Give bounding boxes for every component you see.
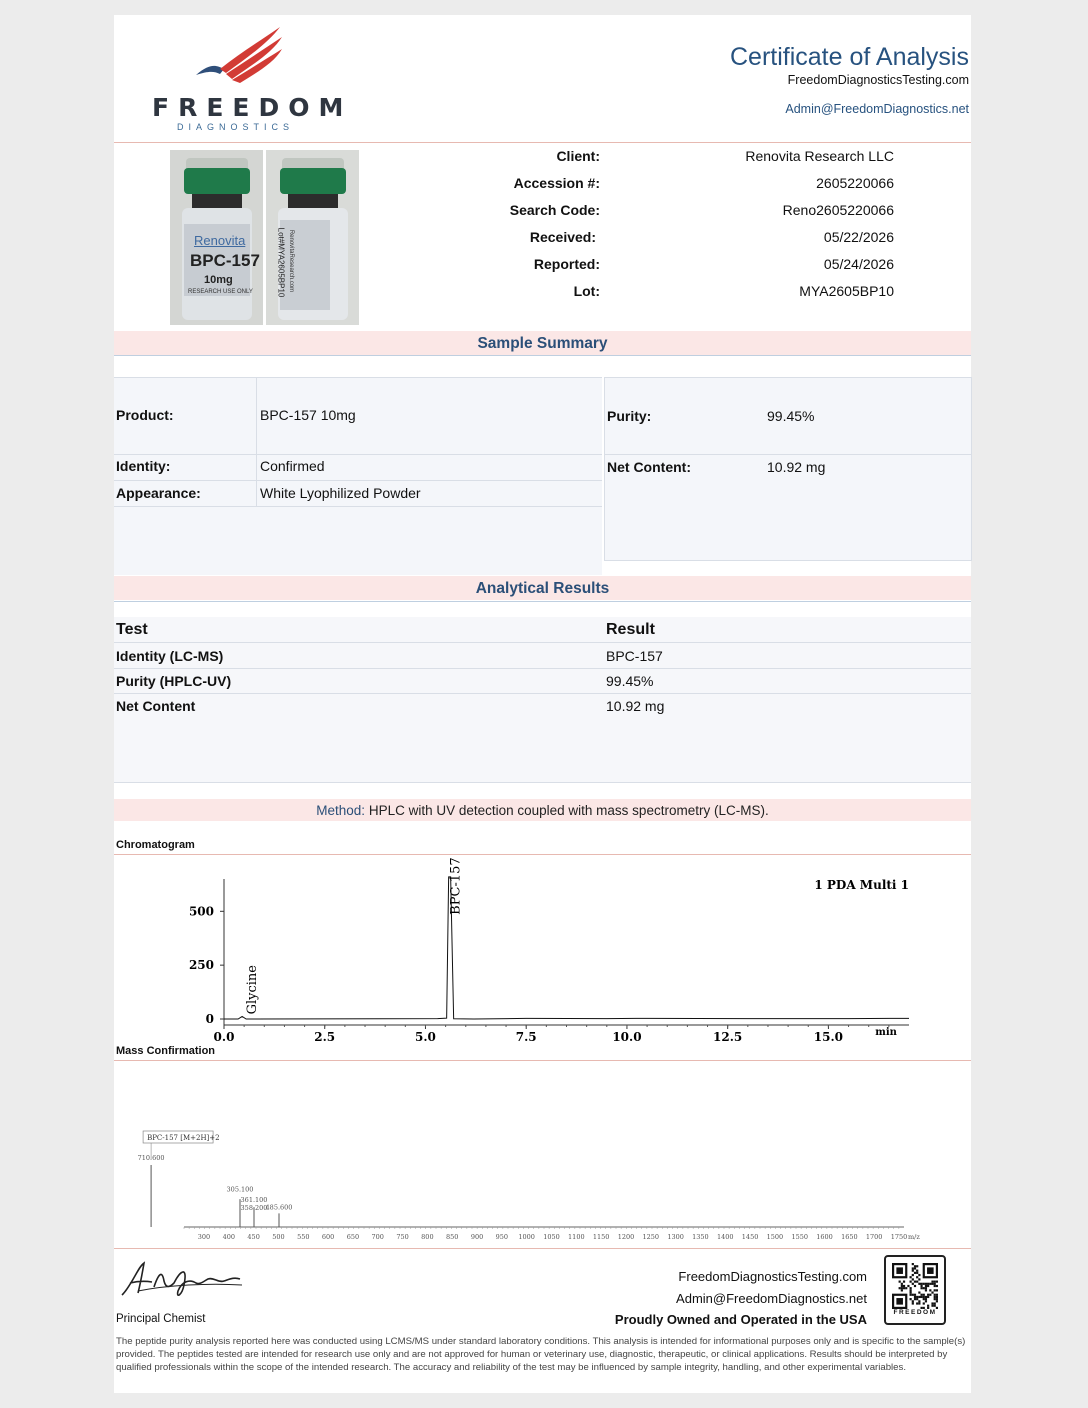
x-tick-label: 10.0 xyxy=(612,1030,642,1044)
qr-module xyxy=(936,1294,938,1296)
qr-module xyxy=(927,1294,929,1296)
qr-module xyxy=(920,1285,922,1287)
qr-module xyxy=(931,1305,933,1307)
net-content-label: Net Content: xyxy=(607,459,691,475)
qr-finder xyxy=(927,1267,934,1274)
x-tick-label: 800 xyxy=(421,1233,434,1241)
qr-module xyxy=(936,1285,938,1287)
info-value: Renovita Research LLC xyxy=(745,148,894,164)
qr-module xyxy=(929,1294,931,1296)
mass-annotation: BPC-157 [M+2H]+2 xyxy=(147,1134,220,1142)
results-col-test: Test xyxy=(116,621,148,638)
qr-module xyxy=(912,1270,914,1272)
x-tick-label: 700 xyxy=(371,1233,384,1241)
x-tick-label: 750 xyxy=(396,1233,409,1241)
x-tick-label: 1350 xyxy=(692,1233,709,1241)
qr-module xyxy=(931,1291,933,1293)
qr-module xyxy=(918,1296,920,1298)
results-row-result: 10.92 mg xyxy=(606,698,665,714)
qr-module xyxy=(899,1287,901,1289)
summary-divider xyxy=(114,355,971,356)
qr-module xyxy=(901,1289,903,1291)
qr-module xyxy=(920,1283,922,1285)
qr-module xyxy=(912,1283,914,1285)
qr-module xyxy=(912,1263,914,1265)
qr-module xyxy=(920,1287,922,1289)
x-tick-label: 1100 xyxy=(568,1233,585,1241)
sample-summary-heading: Sample Summary xyxy=(114,331,971,355)
qr-module xyxy=(910,1291,912,1293)
document-title: Certificate of Analysis xyxy=(730,43,969,71)
header-divider xyxy=(114,142,971,143)
vial-product: BPC-157 xyxy=(190,251,260,270)
info-label: Reported: xyxy=(533,256,600,272)
x-tick-label: 0.0 xyxy=(213,1030,235,1044)
summary-right-panel xyxy=(604,377,972,561)
x-tick-label: 1450 xyxy=(741,1233,759,1241)
qr-module xyxy=(916,1298,918,1300)
qr-module xyxy=(918,1278,920,1280)
qr-module xyxy=(929,1289,931,1291)
x-tick-label: 850 xyxy=(446,1233,459,1241)
certificate-sheet xyxy=(114,15,971,1393)
qr-module xyxy=(936,1289,938,1291)
info-value: 05/22/2026 xyxy=(823,229,894,245)
qr-module xyxy=(910,1276,912,1278)
signatory-role: Principal Chemist xyxy=(116,1313,206,1325)
qr-module xyxy=(916,1265,918,1267)
qr-module xyxy=(927,1305,929,1307)
x-tick-label: 400 xyxy=(222,1233,236,1241)
chromatogram-trace xyxy=(224,877,909,1019)
x-axis-label: min xyxy=(875,1027,897,1038)
qr-module xyxy=(910,1294,912,1296)
flag-wing-icon xyxy=(150,25,320,87)
results-divider xyxy=(114,601,971,602)
qr-module xyxy=(916,1296,918,1298)
x-tick-label: 550 xyxy=(297,1233,310,1241)
qr-module xyxy=(923,1302,925,1304)
qr-module xyxy=(918,1274,920,1276)
qr-module xyxy=(914,1272,916,1274)
qr-module xyxy=(925,1298,927,1300)
header-email[interactable]: Admin@FreedomDiagnostics.net xyxy=(785,102,969,116)
y-tick-label: 0 xyxy=(205,1012,214,1026)
qr-finder xyxy=(896,1267,903,1274)
info-label: Client: xyxy=(556,148,600,164)
qr-module xyxy=(927,1285,929,1287)
qr-module xyxy=(931,1283,933,1285)
info-row-received xyxy=(434,229,904,256)
signature-text xyxy=(118,1289,124,1290)
product-value: BPC-157 10mg xyxy=(260,407,356,423)
mass-peak-label: 358.200 xyxy=(240,1203,268,1212)
x-tick-label: 1150 xyxy=(592,1233,610,1241)
x-tick-label: 1300 xyxy=(667,1233,684,1241)
identity-label: Identity: xyxy=(116,458,171,474)
x-tick-label: 450 xyxy=(247,1233,260,1241)
summary-left-panel xyxy=(114,377,602,575)
qr-module xyxy=(934,1281,936,1283)
qr-module xyxy=(901,1283,903,1285)
qr-module xyxy=(936,1296,938,1298)
mass-peak-label: 361.100 xyxy=(240,1195,268,1204)
qr-module xyxy=(912,1278,914,1280)
header-website: FreedomDiagnosticsTesting.com xyxy=(787,73,969,87)
qr-module xyxy=(931,1302,933,1304)
qr-module xyxy=(916,1302,918,1304)
qr-module xyxy=(934,1302,936,1304)
x-tick-label: 600 xyxy=(321,1233,335,1241)
qr-module xyxy=(934,1305,936,1307)
mass-spectrum-chart xyxy=(114,1063,971,1241)
qr-module xyxy=(918,1291,920,1293)
x-tick-label: 2.5 xyxy=(314,1030,336,1044)
qr-module xyxy=(925,1289,927,1291)
qr-module xyxy=(934,1283,936,1285)
qr-module xyxy=(916,1276,918,1278)
qr-module xyxy=(927,1283,929,1285)
x-tick-label: 300 xyxy=(197,1233,211,1241)
qr-module xyxy=(925,1296,927,1298)
appearance-value: White Lyophilized Powder xyxy=(260,485,421,501)
x-axis-label: m/z xyxy=(908,1233,920,1241)
x-tick-label: 1400 xyxy=(716,1233,734,1241)
x-tick-label: 1200 xyxy=(617,1233,635,1241)
info-row-client xyxy=(434,148,904,175)
x-tick-label: 900 xyxy=(470,1233,484,1241)
chromatogram-heading: Chromatogram xyxy=(116,839,195,851)
vial-dose: 10mg xyxy=(204,274,233,286)
info-label: Search Code: xyxy=(509,202,600,218)
qr-module xyxy=(910,1287,912,1289)
qr-module xyxy=(923,1298,925,1300)
logo-subtitle: DIAGNOSTICS xyxy=(177,122,295,132)
qr-module xyxy=(912,1300,914,1302)
qr-module xyxy=(903,1281,905,1283)
qr-module xyxy=(899,1281,901,1283)
product-photo-front xyxy=(170,150,263,325)
x-tick-label: 12.5 xyxy=(713,1030,743,1044)
vial-lot-text: Lot#MYA2605BP10 xyxy=(276,227,286,298)
x-tick-label: 7.5 xyxy=(515,1030,537,1044)
qr-module xyxy=(923,1283,925,1285)
mass-peak-label: 485.600 xyxy=(265,1203,293,1212)
chromatogram-divider xyxy=(114,854,971,855)
qr-module xyxy=(910,1298,912,1300)
qr-module xyxy=(936,1298,938,1300)
qr-module xyxy=(914,1267,916,1269)
y-tick-label: 250 xyxy=(188,958,214,973)
qr-module xyxy=(936,1281,938,1283)
footer-website[interactable]: FreedomDiagnosticsTesting.com xyxy=(678,1269,867,1284)
qr-module xyxy=(923,1294,925,1296)
results-table xyxy=(114,617,971,783)
x-tick-label: 5.0 xyxy=(415,1030,436,1044)
qr-module xyxy=(918,1302,920,1304)
mass-divider xyxy=(114,1060,971,1061)
info-row-lot xyxy=(434,283,904,310)
results-row-test: Identity (LC-MS) xyxy=(116,648,224,664)
signature xyxy=(118,1255,248,1303)
purity-label: Purity: xyxy=(607,408,652,424)
qr-module xyxy=(914,1285,916,1287)
logo xyxy=(150,25,353,135)
x-tick-label: 500 xyxy=(272,1233,285,1241)
x-tick-label: 1600 xyxy=(816,1233,833,1241)
qr-module xyxy=(914,1281,916,1283)
chromatogram-chart xyxy=(114,857,971,1044)
chart-title: 1 PDA Multi 1 xyxy=(814,878,909,892)
results-row-test: Purity (HPLC-UV) xyxy=(116,673,232,689)
method-bar xyxy=(114,799,971,821)
qr-module xyxy=(912,1274,914,1276)
qr-module xyxy=(918,1300,920,1302)
x-tick-label: 1050 xyxy=(543,1233,560,1241)
purity-value: 99.45% xyxy=(767,408,815,424)
peak-label: BPC-157 xyxy=(448,857,464,915)
x-tick-label: 1550 xyxy=(791,1233,808,1241)
qr-module xyxy=(925,1283,927,1285)
qr-module xyxy=(920,1294,922,1296)
qr-module xyxy=(916,1281,918,1283)
info-row-accession xyxy=(434,175,904,202)
qr-module xyxy=(901,1287,903,1289)
qr-module xyxy=(927,1296,929,1298)
results-row-test: Net Content xyxy=(116,698,196,714)
qr-module xyxy=(914,1296,916,1298)
qr-module xyxy=(912,1294,914,1296)
x-tick-label: 1750 xyxy=(890,1233,908,1241)
method-text: HPLC with UV detection coupled with mass spectrometry (LC-MS). xyxy=(365,803,769,818)
info-label: Lot: xyxy=(573,283,600,299)
qr-module xyxy=(907,1285,909,1287)
qr-module xyxy=(914,1265,916,1267)
footer-divider xyxy=(114,1248,971,1249)
page xyxy=(98,0,990,1408)
info-row-search-code xyxy=(434,202,904,229)
qr-module xyxy=(923,1287,925,1289)
qr-module xyxy=(910,1281,912,1283)
x-tick-label: 15.0 xyxy=(813,1030,844,1044)
y-tick-label: 500 xyxy=(188,904,214,919)
vial-note: RESEARCH USE ONLY xyxy=(188,289,253,295)
qr-module xyxy=(912,1302,914,1304)
info-value: Reno2605220066 xyxy=(782,202,894,218)
qr-module xyxy=(912,1267,914,1269)
product-photo-side xyxy=(266,150,359,325)
info-value: MYA2605BP10 xyxy=(799,283,894,299)
x-tick-label: 1250 xyxy=(642,1233,660,1241)
qr-module xyxy=(925,1300,927,1302)
analytical-results-heading: Analytical Results xyxy=(114,576,971,600)
vial-brand: Renovita xyxy=(194,233,246,248)
qr-module xyxy=(929,1283,931,1285)
qr-module xyxy=(925,1285,927,1287)
vial-site-text: RenovitaResearch.com xyxy=(288,229,295,293)
logo-wordmark: FREEDOM xyxy=(152,93,353,122)
info-row-reported xyxy=(434,256,904,283)
qr-module xyxy=(920,1296,922,1298)
appearance-label: Appearance: xyxy=(116,485,201,501)
results-row-result: BPC-157 xyxy=(606,648,663,664)
x-tick-label: 650 xyxy=(346,1233,360,1241)
disclaimer: The peptide purity analysis reported here was conducted using LCMS/MS under standard laboratory conditions. This analysis is intended for informational purposes only and is specific to the sample(s) provided. The peptides tested are intended for research use only and are not approved for human or veterinary use, diagnostic, therapeutic, or clinical applications. Results should be interpreted by qualified professionals within the scope of the intended research. The accuracy and reliability of the test may be influenced by sample integrity, handling, and other experimental variables. xyxy=(116,1336,966,1373)
info-value: 05/24/2026 xyxy=(823,256,894,272)
qr-code xyxy=(884,1255,946,1325)
qr-module xyxy=(923,1296,925,1298)
product-label: Product: xyxy=(116,407,174,423)
qr-module xyxy=(914,1298,916,1300)
net-content-value: 10.92 mg xyxy=(767,459,826,475)
x-tick-label: 1000 xyxy=(518,1233,535,1241)
mass-peak-label: 305.100 xyxy=(226,1185,254,1194)
footer-email[interactable]: Admin@FreedomDiagnostics.net xyxy=(676,1291,867,1306)
qr-label: FREEDOM xyxy=(893,1309,937,1316)
qr-module xyxy=(925,1287,927,1289)
qr-module xyxy=(903,1287,905,1289)
x-tick-label: 1500 xyxy=(766,1233,784,1241)
x-tick-label: 1700 xyxy=(865,1233,883,1241)
identity-value: Confirmed xyxy=(260,458,325,474)
info-label: Accession #: xyxy=(513,175,600,191)
qr-module xyxy=(916,1272,918,1274)
info-label: Received: xyxy=(529,229,596,245)
qr-module xyxy=(918,1283,920,1285)
qr-module xyxy=(905,1287,907,1289)
qr-module xyxy=(914,1294,916,1296)
mass-peak-label: 710.600 xyxy=(137,1154,165,1163)
mass-confirmation-heading: Mass Confirmation xyxy=(116,1045,216,1057)
info-value: 2605220066 xyxy=(816,175,894,191)
qr-finder xyxy=(896,1298,903,1305)
qr-module xyxy=(910,1289,912,1291)
qr-module xyxy=(936,1300,938,1302)
x-tick-label: 950 xyxy=(495,1233,509,1241)
results-col-result: Result xyxy=(606,621,655,638)
qr-module xyxy=(934,1294,936,1296)
peak-label: Glycine xyxy=(245,965,261,1015)
results-row-result: 99.45% xyxy=(606,673,654,689)
qr-module xyxy=(934,1289,936,1291)
qr-module xyxy=(916,1270,918,1272)
x-tick-label: 1650 xyxy=(841,1233,858,1241)
qr-module xyxy=(934,1285,936,1287)
method-label: Method: xyxy=(316,803,366,818)
qr-module xyxy=(901,1285,903,1287)
qr-module xyxy=(934,1298,936,1300)
footer-tagline: Proudly Owned and Operated in the USA xyxy=(614,1312,867,1327)
qr-module xyxy=(903,1285,905,1287)
qr-module xyxy=(931,1281,933,1283)
qr-module xyxy=(934,1296,936,1298)
